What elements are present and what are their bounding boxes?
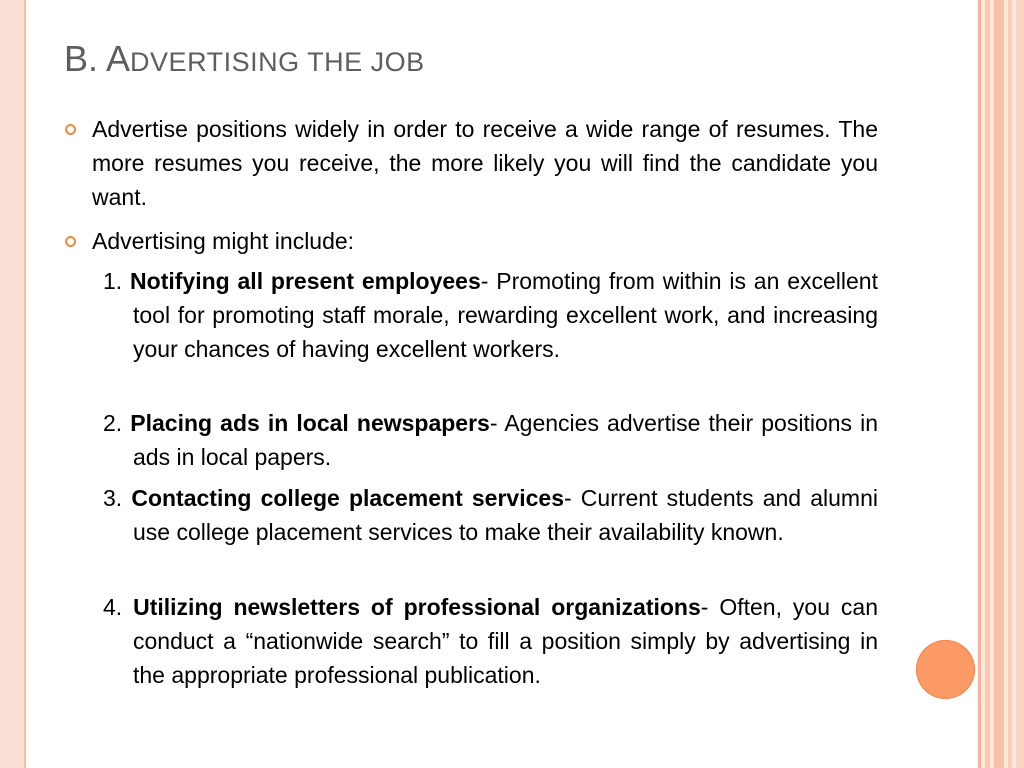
- slide-title: [64, 38, 425, 80]
- bullet-ring-icon: [65, 236, 76, 247]
- title-initial: B. A: [64, 38, 131, 79]
- bullet-item: [92, 112, 878, 214]
- right-stripe-border: [978, 0, 1024, 768]
- item-number: 2.: [103, 410, 123, 436]
- item-text: - Current students and alumni use college placement services to make their availability known.: [133, 485, 878, 545]
- numbered-item: [103, 481, 878, 549]
- item-number: 3.: [103, 485, 123, 511]
- item-heading: Utilizing newsletters of professional organizations: [133, 594, 701, 620]
- item-text: - Often, you can conduct a “nationwide search” to fill a position simply by advertising in the appropriate professional publication.: [133, 594, 878, 688]
- item-heading: Placing ads in local newspapers: [130, 410, 490, 436]
- item-text: - Agencies advertise their positions in ads in local papers.: [133, 410, 879, 470]
- bullet-ring-icon: [65, 124, 76, 135]
- bullet-item: [92, 224, 878, 258]
- bullet-text: Advertise positions widely in order to receive a wide range of resumes. The more resumes you receive, the more likely you will find the candidate you want.: [92, 116, 878, 210]
- item-text: - Promoting from within is an excellent tool for promoting staff morale, rewarding excellent work, and increasing your chances of having excellent workers.: [133, 268, 878, 362]
- numbered-item: [103, 264, 878, 366]
- numbered-item: [103, 406, 879, 474]
- item-number: 1.: [103, 268, 123, 294]
- item-heading: Contacting college placement services: [131, 485, 564, 511]
- item-heading: Notifying all present employees: [130, 268, 481, 294]
- left-border: [0, 0, 26, 768]
- numbered-item: [103, 590, 878, 692]
- item-number: 4.: [103, 594, 123, 620]
- decorative-circle: [916, 640, 975, 699]
- bullet-text: Advertising might include:: [92, 228, 355, 254]
- title-small-caps: DVERTISING THE JOB: [130, 47, 425, 77]
